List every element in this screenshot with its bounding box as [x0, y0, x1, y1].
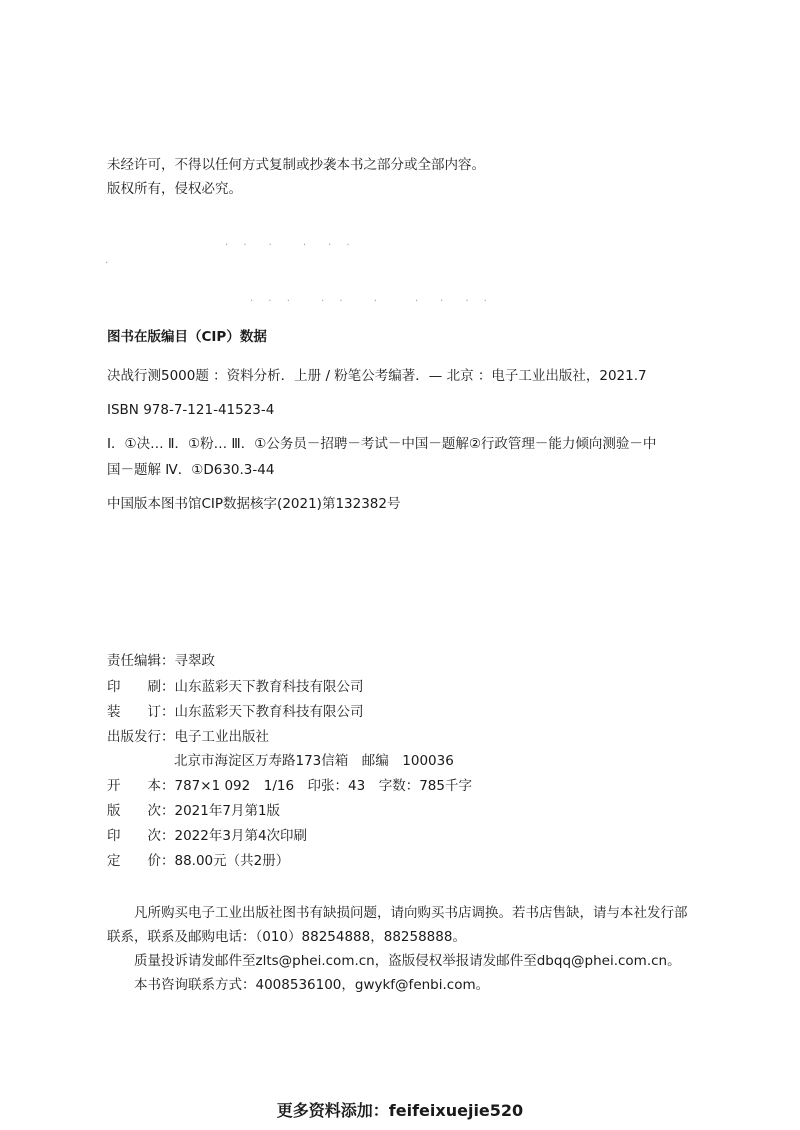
imprint-value: 2021年7月第1版 [174, 803, 281, 819]
cip-heading: 图书在版编目（CIP）数据 [107, 329, 267, 345]
imprint-label: 开 本： [107, 778, 175, 794]
imprint-value: 山东蓝彩天下教育科技有限公司 [174, 704, 364, 720]
cip-record: 中国版本图书馆CIP数据核字(2021)第132382号 [107, 496, 401, 512]
imprint-label: 印 刷： [107, 679, 175, 695]
notice-line-2: 联系，联系及邮购电话：（010）88254888，88258888。 [107, 929, 466, 945]
imprint-edition [107, 802, 280, 820]
cip-classification-2: 国－题解 Ⅳ．①D630.3-44 [107, 462, 275, 478]
scan-noise: · [105, 258, 115, 269]
notice-line-3: 质量投诉请发邮件至zlts@phei.com.cn，盗版侵权举报请发邮件至dbqq@phei.com.cn。 [134, 953, 681, 969]
cip-title-line: 决战行测5000题 ：资料分析．上册 / 粉笔公考编著．— 北京 ：电子工业出版社，2021.7 [107, 368, 647, 384]
imprint-impression [107, 827, 307, 845]
imprint-value: 787×1 092 1/16 印张：43 字数：785千字 [174, 778, 472, 794]
imprint-binding [107, 703, 364, 721]
scan-noise: · · · · · · [225, 240, 356, 251]
scan-noise: · · · · · · · · · · [250, 296, 493, 307]
imprint-printing [107, 678, 364, 696]
imprint-format [107, 777, 472, 795]
notice-line-4: 本书咨询联系方式：4008536100，gwykf@fenbi.com。 [134, 977, 490, 993]
imprint-value: 电子工业出版社 [174, 729, 269, 745]
imprint-label: 印 次： [107, 828, 175, 844]
imprint-price [107, 852, 289, 870]
cip-classification-1: Ⅰ．①决… Ⅱ．①粉… Ⅲ．①公务员－招聘－考试－中国－题解②行政管理－能力倾向测验－中 [107, 436, 657, 452]
imprint-label: 责任编辑： [107, 653, 175, 669]
footer-text: 更多资料添加：feifeixuejie520 [276, 1101, 524, 1120]
imprint-value: 88.00元（共2册） [174, 853, 290, 869]
copyright-line-1: 未经许可，不得以任何方式复制或抄袭本书之部分或全部内容。 [107, 157, 485, 173]
imprint-label: 装 订： [107, 704, 175, 720]
imprint-value: 2022年3月第4次印刷 [174, 828, 308, 844]
imprint-value: 寻翠政 [174, 653, 215, 669]
imprint-label: 定 价： [107, 853, 175, 869]
imprint-editor [107, 652, 215, 670]
imprint-publisher [107, 728, 269, 746]
notice-line-1: 凡所购买电子工业出版社图书有缺损问题，请向购买书店调换。若书店售缺，请与本社发行部 [134, 905, 688, 921]
imprint-address: 北京市海淀区万寿路173信箱 邮编 100036 [174, 753, 454, 769]
copyright-line-2: 版权所有，侵权必究。 [107, 181, 242, 197]
imprint-value: 山东蓝彩天下教育科技有限公司 [174, 679, 364, 695]
imprint-label: 出版发行： [107, 729, 175, 745]
imprint-label: 版 次： [107, 803, 175, 819]
cip-isbn: ISBN 978-7-121-41523-4 [107, 402, 275, 418]
